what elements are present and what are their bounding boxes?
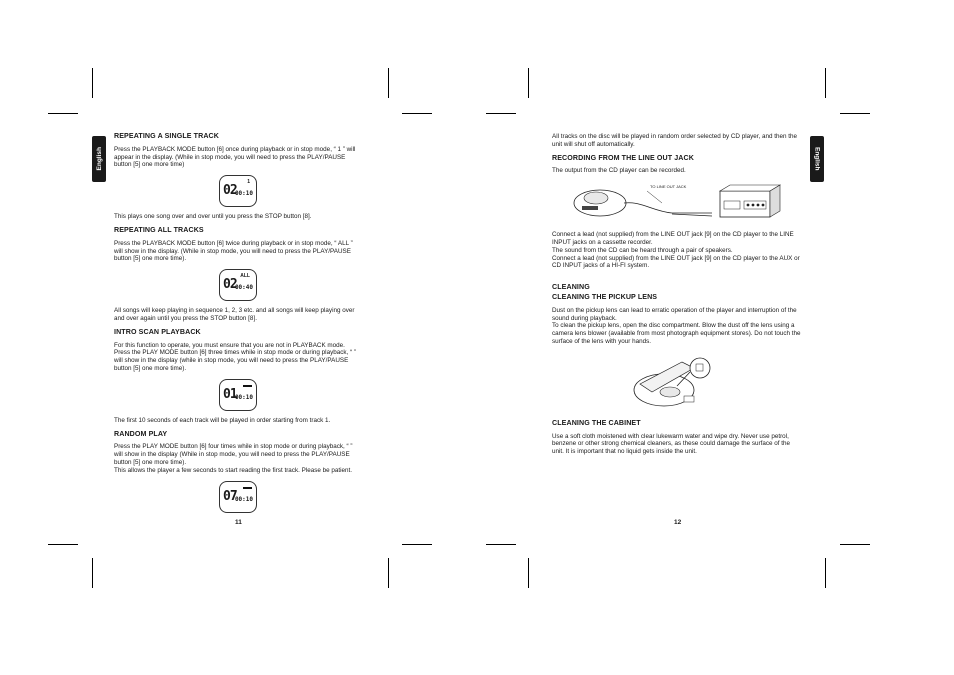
diagram-label: TO LINE OUT JACK <box>650 184 687 190</box>
lcd-time: 00:10 <box>234 495 253 503</box>
crop-mark <box>388 558 389 588</box>
lens-cleaning-diagram <box>552 352 802 414</box>
heading-repeat-single: REPEATING A SINGLE TRACK <box>114 132 219 140</box>
para-random-play-1: Press the PLAY MODE button [6] four times while in stop mode or during playback, “ ” will show in the display (While in stop mode, you will need to press the PLAY/PAUSE button [5] one more time). <box>114 443 353 466</box>
crop-mark <box>92 68 93 98</box>
para-cleaning-lens-1: Dust on the pickup lens can lead to erratic operation of the player and interruption of the sound during playback. <box>552 306 797 322</box>
lens-blower-illustration <box>552 352 802 414</box>
para-intro-scan-1: For this function to operate, you must ensure that you are not in PLAYBACK mode. <box>114 341 345 349</box>
lcd-digits: 07 <box>223 488 237 504</box>
crop-mark <box>486 113 516 114</box>
heading-random-play: RANDOM PLAY <box>114 429 168 438</box>
heading-line-out: RECORDING FROM THE LINE OUT JACK <box>552 153 694 162</box>
crop-mark <box>528 68 529 98</box>
crop-mark <box>92 558 93 588</box>
heading-cleaning-cabinet: CLEANING THE CABINET <box>552 418 641 427</box>
heading-repeat-all: REPEATING ALL TRACKS <box>114 225 204 234</box>
para-random-play-2: This allows the player a few seconds to start reading the first track. Please be patient. <box>114 466 353 474</box>
crop-mark <box>402 113 432 114</box>
para-repeat-all: Press the PLAYBACK MODE button [6] twice during playback or in stop mode, “ ALL ” will show in the display. (While in stop mode, you will need to press the PLAY/PAUSE button [5] one more time). <box>114 239 353 263</box>
page-number-right: 12 <box>674 519 682 526</box>
lcd-digits: 02 <box>223 183 237 199</box>
lcd-display-repeat-all <box>219 269 257 301</box>
language-tab-left <box>92 136 106 182</box>
crop-mark <box>48 544 78 545</box>
line-out-diagram <box>552 181 802 225</box>
crop-mark <box>402 544 432 545</box>
language-tab-right <box>810 136 824 182</box>
para-line-out-3: The sound from the CD can be heard through a pair of speakers. <box>552 246 733 254</box>
crop-mark <box>840 113 870 114</box>
language-tab-label: English <box>95 147 103 171</box>
para-repeat-single-after: This plays one song over and over until you press the STOP button [8]. <box>114 213 312 221</box>
para-line-out-2: Connect a lead (not supplied) from the LINE OUT jack [9] on the CD player to the LINE INPUT jacks on a cassette recorder. <box>552 231 794 246</box>
lcd-mark: ALL <box>240 273 250 280</box>
para-line-out-4: Connect a lead (not supplied) from the LINE OUT jack [9] on the CD player to the AUX or CD INPUT jacks of a HI-FI system. <box>552 254 800 270</box>
lcd-display-repeat-single <box>219 175 257 207</box>
heading-cleaning-lens: CLEANING THE PICKUP LENS <box>552 292 658 301</box>
crop-mark <box>486 544 516 545</box>
para-cleaning-lens-2: To clean the pickup lens, open the disc compartment. Blow the dust off the lens using a camera lens blower (available from most photograph equipment stores). Do not touch the surface of the lens with your hands. <box>552 322 801 345</box>
heading-cleaning: CLEANING <box>552 283 590 292</box>
para-intro-scan-after: The first 10 seconds of each track will be played in order starting from track 1. <box>114 416 331 424</box>
para-repeat-all-after: All songs will keep playing in sequence 1, 2, 3 etc. and all songs will keep playing over and over again until you press the STOP button [8]. <box>114 307 355 322</box>
crop-mark <box>825 558 826 588</box>
language-tab-label: English <box>813 147 821 171</box>
para-repeat-single: Press the PLAYBACK MODE button [6] once during playback or in stop mode, “ 1 ” will appear in the display. (While in stop mode, you will need to press the PLAY/PAUSE button [5] one more time) <box>114 145 356 169</box>
para-line-out-1: The output from the CD player can be recorded. <box>552 167 686 175</box>
lcd-display-random-play <box>219 481 257 513</box>
lcd-display-intro-scan <box>219 379 257 411</box>
lcd-time: 00:40 <box>234 284 253 292</box>
lcd-digits: 02 <box>223 277 237 293</box>
lcd-time: 00:10 <box>234 190 253 198</box>
heading-intro-scan: INTRO SCAN PLAYBACK <box>114 327 201 336</box>
lcd-digits: 01 <box>223 386 237 402</box>
crop-mark <box>528 558 529 588</box>
left-page-column <box>114 133 362 519</box>
para-intro-scan-2: Press the PLAY MODE button [6] three times while in stop mode or during playback, “ ” will show in the display (while in stop mode, you will need to press the PLAY/PAUSE button [5] one more time). <box>114 349 356 372</box>
page-number-left: 11 <box>235 519 242 526</box>
crop-mark <box>840 544 870 545</box>
right-page-column <box>552 133 802 456</box>
lcd-time: 00:10 <box>234 393 253 401</box>
crop-mark <box>388 68 389 98</box>
lcd-mark: 1 <box>247 179 250 186</box>
lcd-bar-icon <box>243 385 252 387</box>
crop-mark <box>825 68 826 98</box>
crop-mark <box>48 113 78 114</box>
para-cleaning-cabinet: Use a soft cloth moistened with clear lukewarm water and wipe dry. Never use petrol, benzene or other strong chemical cleaners, as these could damage the surface of the unit. It is important that no liquid gets inside the unit. <box>552 432 791 456</box>
lcd-bar-icon <box>243 487 252 489</box>
para-random-intro: All tracks on the disc will be played in random order selected by CD player, and then the unit will shut off automatically. <box>552 133 798 148</box>
